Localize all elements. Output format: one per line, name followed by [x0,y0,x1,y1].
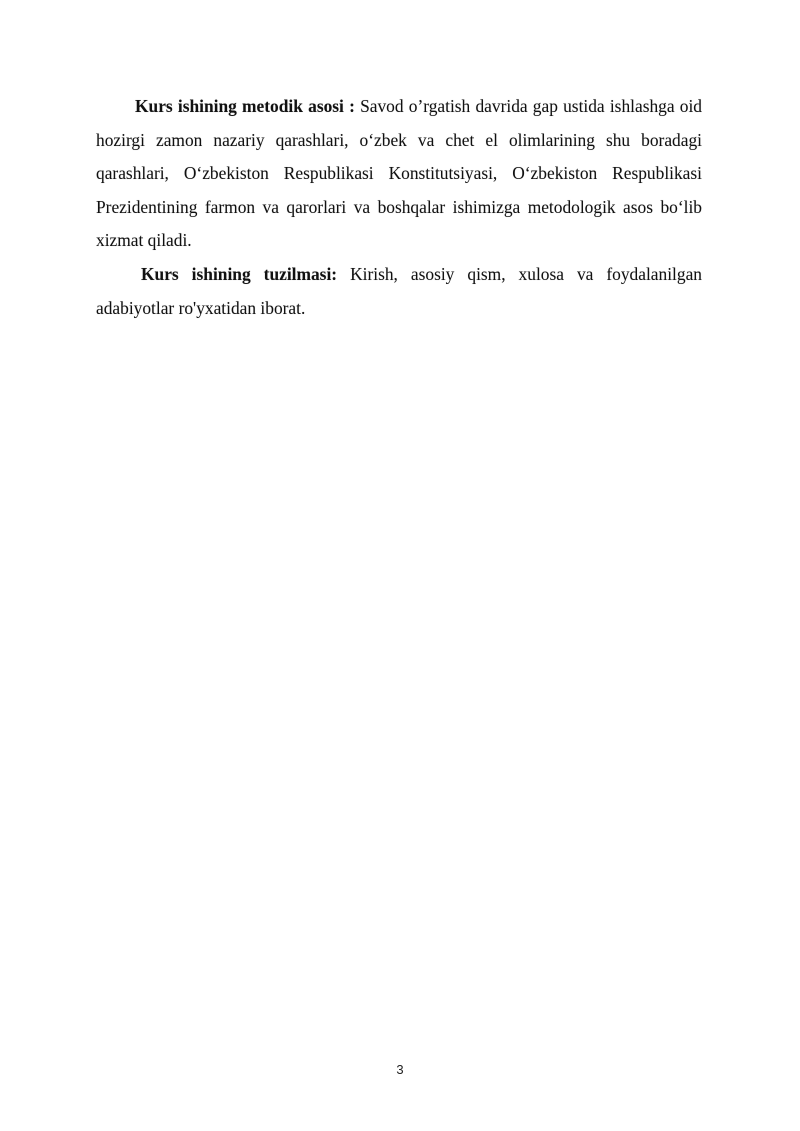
paragraph-methodological-basis [96,90,702,258]
paragraph-text: Kirish, asosiy qism, xulosa va foydalanilgan adabiyotlar ro'yxatidan iborat. [96,263,702,318]
paragraph-heading: Kurs ishining tuzilmasi: [141,263,338,284]
page-body [96,90,702,325]
page-number: 3 [396,1062,404,1077]
paragraph-text: Savod o’rgatish davrida gap ustida ishlashga oid hozirgi zamon nazariy qarashlari, o‘zbek va chet el olimlarining shu boradagi qarashlari, O‘zbekiston Respublikasi Konstitutsiyasi, O‘zbekiston Respublikasi Prezidentining farmon va qarorlari va boshqalar ishimizga metodologik asos bo‘lib xizmat qiladi. [96,96,702,251]
paragraph-structure [96,258,702,325]
paragraph-heading: Kurs ishining metodik asosi : [135,96,355,116]
